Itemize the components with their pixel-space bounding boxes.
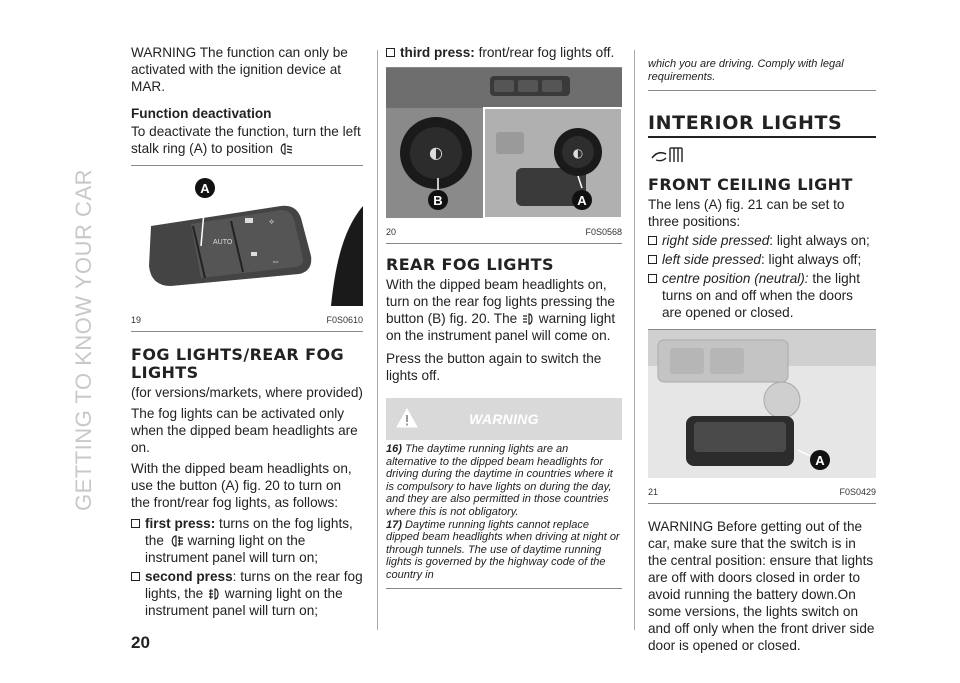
figure-19 [131,165,363,332]
warning-paragraph: WARNING The function can only be activated with the ignition device at MAR. [131,45,348,94]
column-divider [377,50,378,630]
warning-banner [386,398,622,440]
side-tab [72,40,96,640]
bullet-box [648,274,657,283]
fog-buttons-image [386,68,622,218]
ceiling-light-icon [648,144,688,166]
callout-a-label: A [200,181,210,196]
note-number: 16) [386,443,402,455]
continued-note: which you are driving. Comply with legal requirements. [648,58,876,91]
figure-caption [131,310,363,331]
warning-paragraph: WARNING Before getting out of the car, make sure that the switch is in the central position: ensure that lights are off with doors closed in order to avoid running the battery down.On some versions, the lights switch on and off only when the front driver side door is opened or closed. [648,519,875,653]
bullet-box [648,236,657,245]
bullet-box [131,572,140,581]
column-1 [131,44,363,621]
svg-text:⇔: ⇔ [271,256,280,266]
callout-a-label: A [815,453,825,468]
deactivation-heading: Function deactivation [131,106,272,121]
deactivation-text: To deactivate the function, turn the left stalk ring (A) to position [131,124,361,156]
interior-lights-heading: INTERIOR LIGHTS [648,115,876,138]
callout-b-label: B [433,193,443,208]
rear-fog-heading: REAR FOG LIGHTS [386,255,554,274]
rear-paragraph-1: With the dipped beam headlights on, turn on the rear fog lights pressing the button (B) fig. 20. The warning light on the instrument panel will come on. [386,277,616,343]
bullet-box [131,519,140,528]
figure-caption [386,222,622,243]
figure-code: F0S0429 [839,487,876,497]
figure-number: 19 [131,315,142,325]
page-number: 20 [131,633,150,652]
list-item: third press: front/rear fog lights off. [386,44,622,61]
fog-paragraph-2: The fog lights can be activated only when the dipped beam headlights are on. [131,406,358,455]
figure-number: 20 [386,227,397,237]
auto-label: AUTO [213,239,233,246]
figure-code: F0S0568 [585,227,622,237]
note-text: The daytime running lights are an alternative to the dipped beam headlights for driving during the daytime in countries where it is compulsory to have lights on during the day, and they are also permitted in those countries where this is not obligatory. [386,443,613,518]
svg-text:◐: ◐ [429,143,443,162]
warning-notes [386,440,622,589]
front-paragraph: The lens (A) fig. 21 can be set to three positions: [648,197,845,229]
bullet-box [386,48,395,57]
side-tab-label: GETTING TO KNOW YOUR CAR [71,168,96,512]
fog-paragraph-1: (for versions/markets, where provided) [131,385,363,400]
ceiling-light-image [648,330,876,478]
stalk-image [131,166,363,306]
note-number: 17) [386,518,402,531]
list-item: centre position (neutral): the light turns on and off when the doors are opened or closed. [648,270,876,321]
svg-text:◐: ◐ [572,146,584,160]
rear-paragraph-2: Press the button again to switch the lights off. [386,351,602,383]
fog-lights-heading: FOG LIGHTS/REAR FOG LIGHTS [131,345,344,382]
figure-code: F0S0610 [326,315,363,325]
column-2 [386,44,622,589]
front-fog-icon [168,535,184,547]
figure-number: 21 [648,487,659,497]
column-divider [634,50,635,630]
list-item: second press: turns on the rear fog lights, the warning light on the instrument panel will turn on; [131,568,363,619]
list-item: first press: turns on the fog lights, the warning light on the instrument panel will turn on; [131,515,363,566]
dipped-beam-icon [277,143,293,155]
figure-20 [386,67,622,244]
fog-paragraph-3: With the dipped beam headlights on, use the button (A) fig. 20 to turn on the front/rear fog lights, as follows: [131,461,352,510]
front-ceiling-heading: FRONT CEILING LIGHT [648,175,853,194]
callout-a-label: A [577,193,587,208]
bullet-box [648,255,657,264]
figure-caption [648,482,876,503]
note-text: Daytime running lights cannot replace dipped beam headlights when driving at night or through tunnels. The use of daytime running lights is governed by the highway code of the country in [386,518,620,581]
figure-21 [648,329,876,504]
rear-fog-icon [207,588,221,600]
rear-fog-icon [521,313,535,325]
column-3 [648,44,876,660]
list-item: right side pressed: light always on; [648,232,876,249]
svg-text:⟡: ⟡ [269,217,275,226]
list-item: left side pressed: light always off; [648,251,876,268]
warning-title: WARNING [469,411,539,427]
